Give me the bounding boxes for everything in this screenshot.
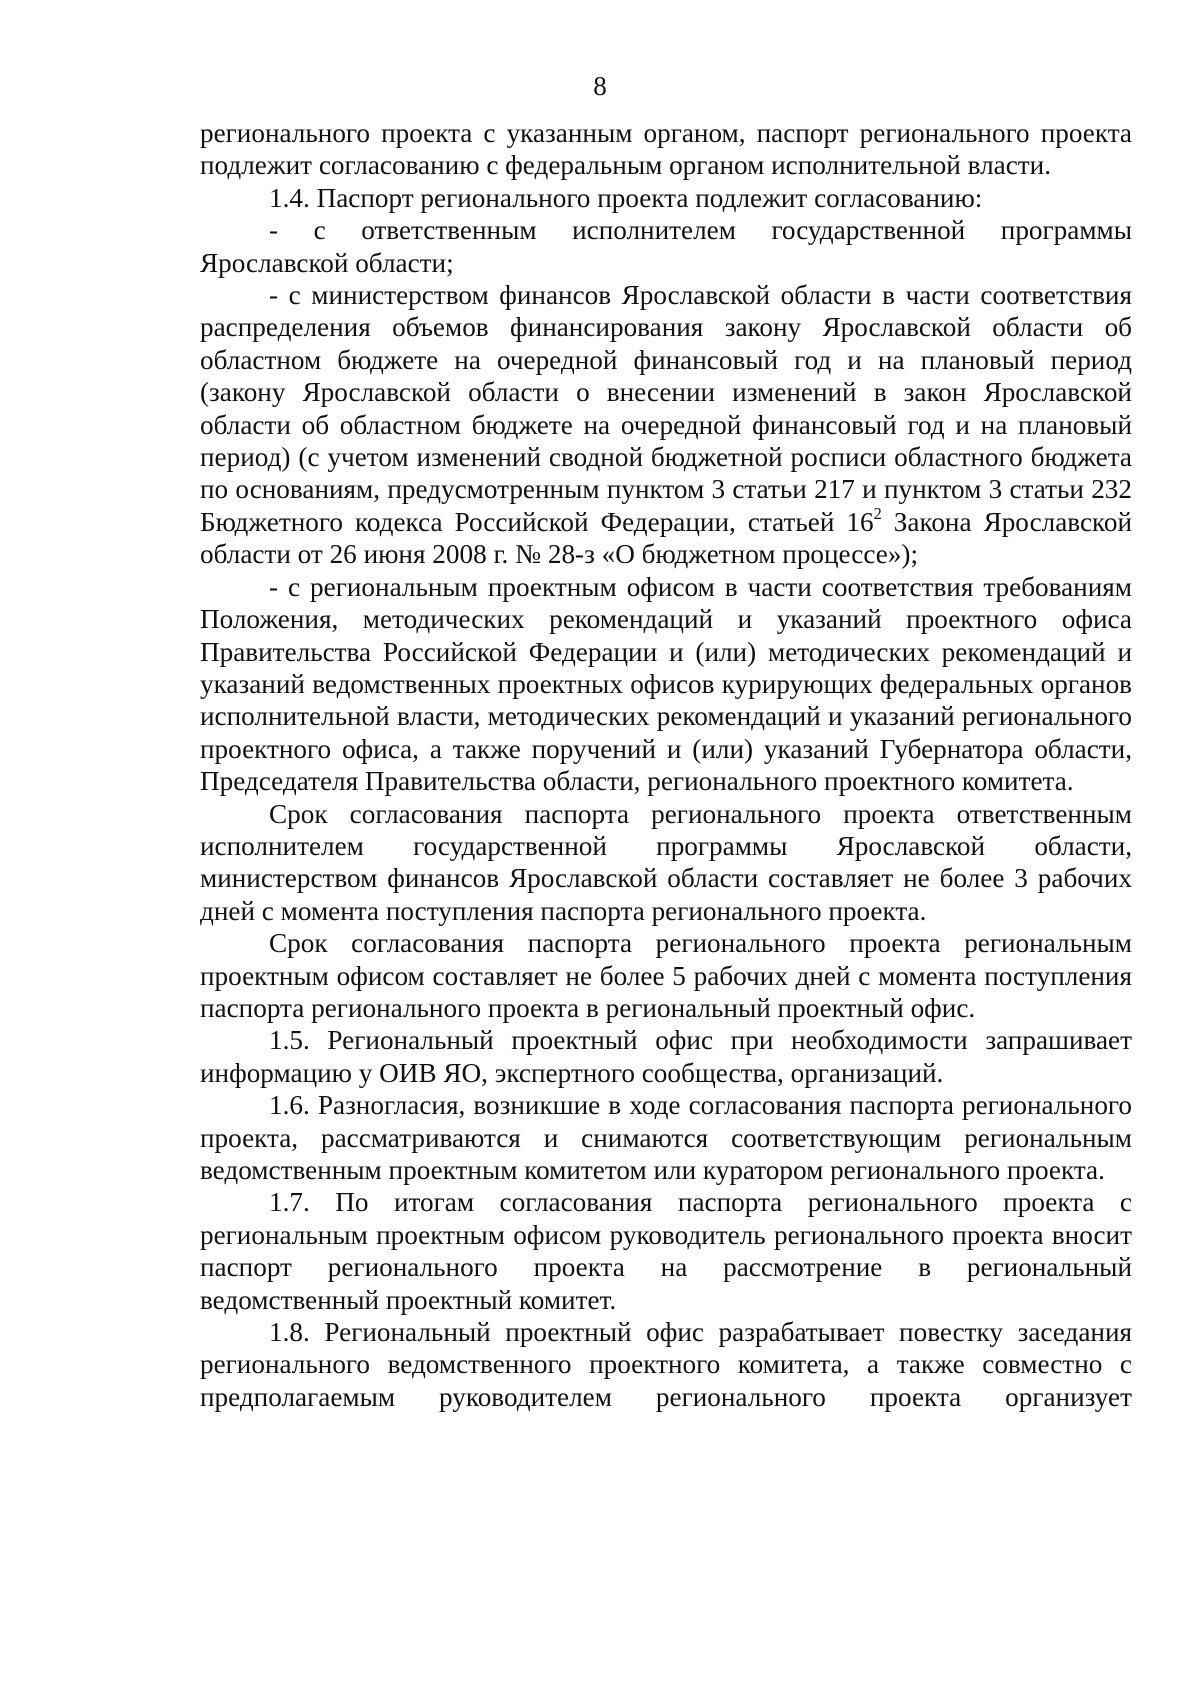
paragraph-item-finance-ministry [200,279,1132,571]
paragraph-item-program-executor: - с ответственным исполнителем государственной программы Ярославской области; [200,215,1132,278]
paragraph-approval-term-2: Срок согласования паспорта регионального проекта региональным проектным офисом составляет не более 5 рабочих дней с момента поступления паспорта регионального проекта в региональный проектный офис. [200,928,1132,1023]
paragraph-approval-term-1: Срок согласования паспорта регионального проекта ответственным исполнителем государственной программы Ярославской области, министерством финансов Ярославской области составляет не более 3 рабочих дней с момента поступления паспорта регионального проекта. [200,798,1132,926]
superscript-footnote: 2 [873,503,882,523]
paragraph-1-6: 1.6. Разногласия, возникшие в ходе согласования паспорта регионального проекта, рассматриваются и снимаются соответствующим региональным ведомственным проектным комитетом или куратором регионального проекта. [200,1090,1132,1185]
paragraph-item-finance-ministry-text-end: Закона Ярославской области от 26 июня 2008 г. № 28-з «О бюджетном процессе»); [200,506,1132,570]
page-number: 8 [593,71,607,101]
paragraph-item-project-office: - с региональным проектным офисом в части соответствия требованиям Положения, методических рекомендаций и указаний проектного офиса Правительства Российской Федерации и (или) методических рекомендаций и указаний ведомственных проектных офисов курирующих федеральных органов исполнительной власти, методических рекомендаций и указаний регионального проектного офиса, а также поручений и (или) указаний Губернатора области, Председателя Правительства области, регионального проектного комитета. [200,571,1132,797]
paragraph-1-4: 1.4. Паспорт регионального проекта подлежит согласованию: [269,182,983,213]
paragraph-item-finance-ministry-text: - с министерством финансов Ярославской области в части соответствия распределения объемов финансирования закону Ярославской области об областном бюджете на очередной финансовый год и на плановый период (закону Ярославской области о внесении изменений в закон Ярославской области об областном бюджете на очередной финансовый год и на плановый период) (с учетом изменений сводной бюджетной росписи областного бюджета по основаниям, предусмотренным пунктом 3 статьи 217 и пунктом 3 статьи 232 Бюджетного кодекса Российской Федерации, статьей 16 [200,280,1132,537]
paragraph-continuation: регионального проекта с указанным органом, паспорт регионального проекта подлежит согласованию с федеральным органом исполнительной власти. [200,118,1132,181]
paragraph-1-7: 1.7. По итогам согласования паспорта регионального проекта с региональным проектным офисом руководитель регионального проекта вносит паспорт регионального проекта на рассмотрение в региональный ведомственный проектный комитет. [200,1187,1132,1315]
paragraph-1-8: 1.8. Региональный проектный офис разрабатывает повестку заседания регионального ведомственного проектного комитета, а также совместно с предполагаемым руководителем регионального проекта организует [200,1317,1132,1412]
paragraph-1-5: 1.5. Региональный проектный офис при необходимости запрашивает информацию у ОИВ ЯО, экспертного сообщества, организаций. [200,1025,1132,1088]
document-body [200,117,1132,1413]
